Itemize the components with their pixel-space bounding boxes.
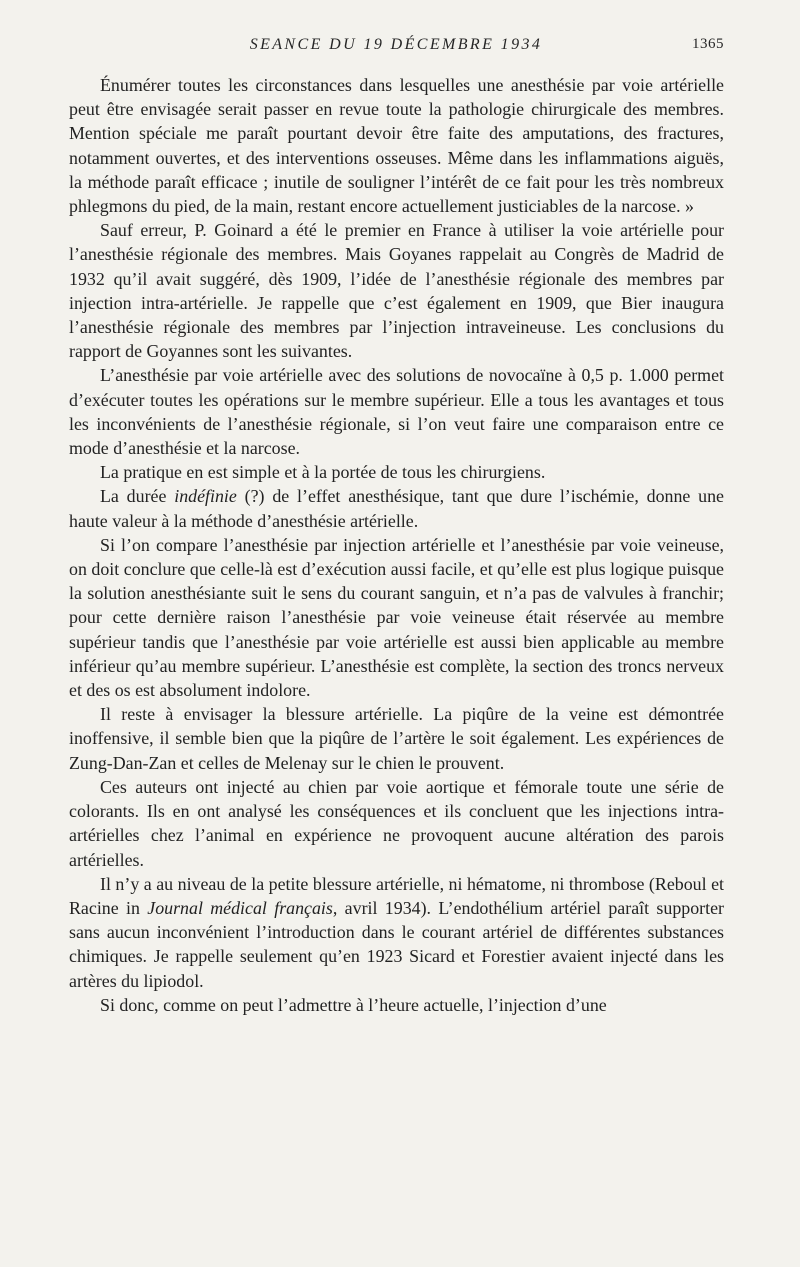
italic-indefinie: indéfinie	[174, 486, 237, 507]
page-number: 1365	[692, 36, 724, 52]
paragraph-7: Il reste à envisager la blessure artérielle. La piqûre de la veine est démontrée inoffensive, il semble bien que la piqûre de l’artère le soit également. Les expériences de Zung-Dan-Zan et celles de Melenay sur le chien le prouvent.	[69, 704, 724, 773]
paragraph-4: La pratique en est simple et à la portée de tous les chirurgiens.	[100, 462, 546, 483]
running-title: SEANCE DU 19 DÉCEMBRE 1934	[249, 36, 543, 53]
paragraph-2: Sauf erreur, P. Goinard a été le premier en France à utiliser la voie artérielle pour l’anesthésie régionale des membres. Mais Goyanes rappelait au Congrès de Madrid de 1932 qu’il avait suggéré, dès 1909, l’idée de l’anesthésie régionale des membres par injection intra-artérielle. Je rappelle que c’est également en 1909, que Bier inaugura l’anesthésie régionale des membres par l’injection intraveineuse. Les conclusions du rapport de Goyannes sont les suivantes.	[69, 220, 724, 362]
paragraph-5-before: La durée	[100, 486, 175, 507]
paragraph-9-after: , avril 1934). L’endothélium artériel paraît supporter sans aucun inconvénient l’introduction dans le courant artériel de différentes substances chimiques. Je rappelle seulement qu’en 1923 Sicard et Forestier avaient injecté dans les artères du lipiodol.	[69, 897, 724, 991]
paragraph-8: Ces auteurs ont injecté au chien par voie aortique et fémorale toute une série de colorants. Ils en ont analysé les conséquences et ils concluent que les injections intra-artérielles chez l’animal en expérience ne provoquent aucune altération des parois artérielles.	[69, 776, 724, 870]
paragraph-9-before: Il n’y a au niveau de la petite blessure artérielle, ni hématome, ni thrombose (Reboul et Racine in	[69, 873, 724, 918]
paragraph-10: Si donc, comme on peut l’admettre à l’heure actuelle, l’injection d’une	[100, 994, 607, 1015]
paragraph-5-after: (?) de l’effet anesthésique, tant que dure l’ischémie, donne une haute valeur à la méthode d’anesthésie artérielle.	[69, 486, 724, 531]
paragraph-1: Énumérer toutes les circonstances dans lesquelles une anesthésie par voie artérielle peut être envisagée serait passer en revue toute la pathologie chirurgicale des membres. Mention spéciale me paraît pourtant devoir être faite des amputations, des fractures, notamment ouvertes, et des interventions osseuses. Même dans les inflammations aiguës, la méthode paraît efficace ; inutile de souligner l’intérêt de ce fait pour les très nombreux phlegmons du pied, de la main, restant encore actuellement justiciables de la narcose. »	[69, 75, 724, 217]
paragraph-6: Si l’on compare l’anesthésie par injection artérielle et l’anesthésie par voie veineuse, on doit conclure que celle-là est d’exécution aussi facile, et qu’elle est plus logique puisque la solution anesthésiante suit le sens du courant sanguin, et n’a pas de valvules à franchir; pour cette dernière raison l’anesthésie par voie veineuse était réservée au membre supérieur tandis que l’anesthésie par voie artérielle est aussi bien applicable au membre inférieur qu’au membre supérieur. L’anesthésie est complète, la section des troncs nerveux et des os est absolument indolore.	[69, 534, 724, 701]
body-text	[69, 73, 724, 1017]
journal-title: Journal médical français	[147, 897, 333, 918]
running-header	[68, 36, 724, 60]
paragraph-9	[69, 872, 724, 993]
paragraph-5	[69, 484, 724, 532]
paragraph-3: L’anesthésie par voie artérielle avec des solutions de novocaïne à 0,5 p. 1.000 permet d’exécuter toutes les opérations sur le membre supérieur. Elle a tous les avantages et tous les inconvénients de l’anesthésie régionale, si l’on veut faire une comparaison entre ce mode d’anesthésie et la narcose.	[69, 365, 724, 459]
